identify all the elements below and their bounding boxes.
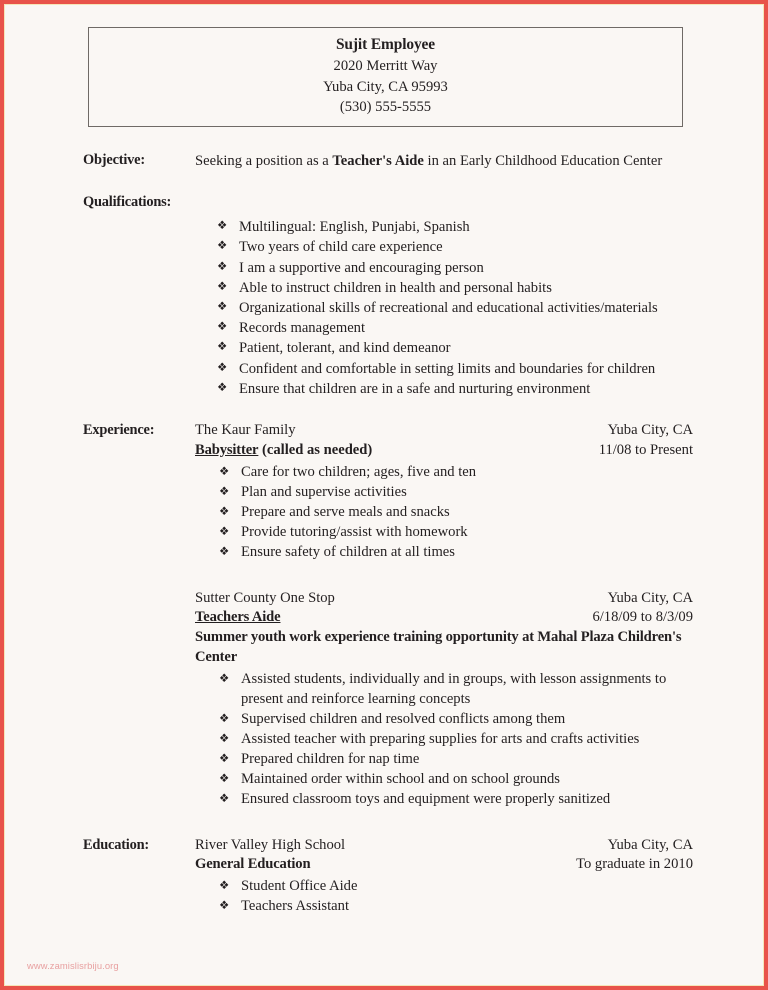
qualification-item: ❖ Confident and comfortable in setting limits and boundaries for children <box>215 359 693 379</box>
applicant-name: Sujit Employee <box>335 36 436 53</box>
job-title-note: (called as needed) <box>258 441 373 458</box>
job-bullet-item: ❖ Maintained order within school and on school grounds <box>217 770 693 790</box>
education-school-row <box>195 836 693 856</box>
experience-section <box>83 421 693 810</box>
job-dates: 11/08 to Present <box>598 441 693 458</box>
job-bullet-list <box>217 463 693 563</box>
job-bullet-list <box>217 670 693 810</box>
experience-job <box>195 421 693 563</box>
qualification-item: ❖ Two years of child care experience <box>215 237 693 257</box>
objective-text-before: Seeking a position as a <box>195 153 333 170</box>
job-title-row <box>195 441 693 461</box>
job-bullet-item: ❖ Care for two children; ages, five and ten <box>217 463 693 483</box>
job-title: Babysitter <box>195 441 259 458</box>
qualifications-section <box>83 193 693 211</box>
experience-job <box>195 589 693 810</box>
education-activity-item: ❖ Teachers Assistant <box>217 897 693 917</box>
job-organization: The Kaur Family <box>195 422 296 439</box>
applicant-phone: (530) 555-5555 <box>339 99 432 116</box>
job-title-wrap <box>195 608 578 628</box>
education-label: Education: <box>83 836 149 853</box>
applicant-street: 2020 Merritt Way <box>333 57 438 74</box>
job-bullet-item: ❖ Prepare and serve meals and snacks <box>217 503 693 523</box>
objective-section <box>83 151 693 172</box>
qualification-item: ❖ Ensure that children are in a safe and nurturing environment <box>215 379 693 399</box>
job-bullet-item: ❖ Provide tutoring/assist with homework <box>217 523 693 543</box>
job-bullet-item: ❖ Prepared children for nap time <box>217 750 693 770</box>
qualifications-list <box>215 217 693 399</box>
qualification-item: ❖ Patient, tolerant, and kind demeanor <box>215 338 693 358</box>
education-graduation: To graduate in 2010 <box>576 856 693 873</box>
education-degree-row <box>195 855 693 875</box>
qualification-item: ❖ I am a supportive and encouraging person <box>215 258 693 278</box>
education-location: Yuba City, CA <box>607 836 693 853</box>
education-degree: General Education <box>195 856 311 873</box>
education-activities-list <box>217 877 693 917</box>
objective-body <box>195 151 693 172</box>
objective-label: Objective: <box>83 152 145 169</box>
education-activity-item: ❖ Student Office Aide <box>217 877 693 897</box>
qualification-item: ❖ Able to instruct children in health and personal habits <box>215 278 693 298</box>
qualification-item: ❖ Multilingual: English, Punjabi, Spanish <box>215 217 693 237</box>
job-title-wrap <box>195 441 585 461</box>
resume-sheet <box>5 5 763 985</box>
job-location: Yuba City, CA <box>607 589 693 606</box>
job-bullet-item: ❖ Assisted teacher with preparing supplies for arts and crafts activities <box>217 730 693 750</box>
experience-label: Experience: <box>83 422 155 439</box>
job-organization: Sutter County One Stop <box>195 589 335 606</box>
applicant-city-state-zip: Yuba City, CA 95993 <box>323 78 448 95</box>
qualification-item: ❖ Records management <box>215 318 693 338</box>
education-body <box>195 836 693 918</box>
qualification-item: ❖ Organizational skills of recreational and educational activities/materials <box>215 298 693 318</box>
job-title-row <box>195 608 693 628</box>
job-bullet-item: ❖ Ensured classroom toys and equipment were properly sanitized <box>217 790 693 810</box>
job-organization-row <box>195 421 693 441</box>
job-bullet-item: ❖ Assisted students, individually and in groups, with lesson assignments to present and reinforce learning concepts <box>217 670 693 710</box>
job-bullet-item: ❖ Plan and supervise activities <box>217 483 693 503</box>
page-inner-border <box>4 4 764 986</box>
job-title: Teachers Aide <box>195 609 281 626</box>
education-section <box>83 836 693 918</box>
job-dates: 6/18/09 to 8/3/09 <box>592 609 693 626</box>
job-location: Yuba City, CA <box>607 422 693 439</box>
job-description: Summer youth work experience training opportunity at Mahal Plaza Children's Center <box>195 629 682 665</box>
qualifications-label: Qualifications: <box>83 193 172 210</box>
objective-text-after: in an Early Childhood Education Center <box>423 153 663 170</box>
job-bullet-item: ❖ Supervised children and resolved conflicts among them <box>217 710 693 730</box>
job-bullet-item: ❖ Ensure safety of children at all times <box>217 543 693 563</box>
experience-jobs <box>195 421 693 810</box>
objective-highlight: Teacher's Aide <box>332 153 424 170</box>
education-school: River Valley High School <box>195 836 346 853</box>
site-watermark: www.zamislisrbiju.org <box>27 960 119 971</box>
contact-header-box <box>88 27 683 127</box>
job-organization-row <box>195 589 693 609</box>
